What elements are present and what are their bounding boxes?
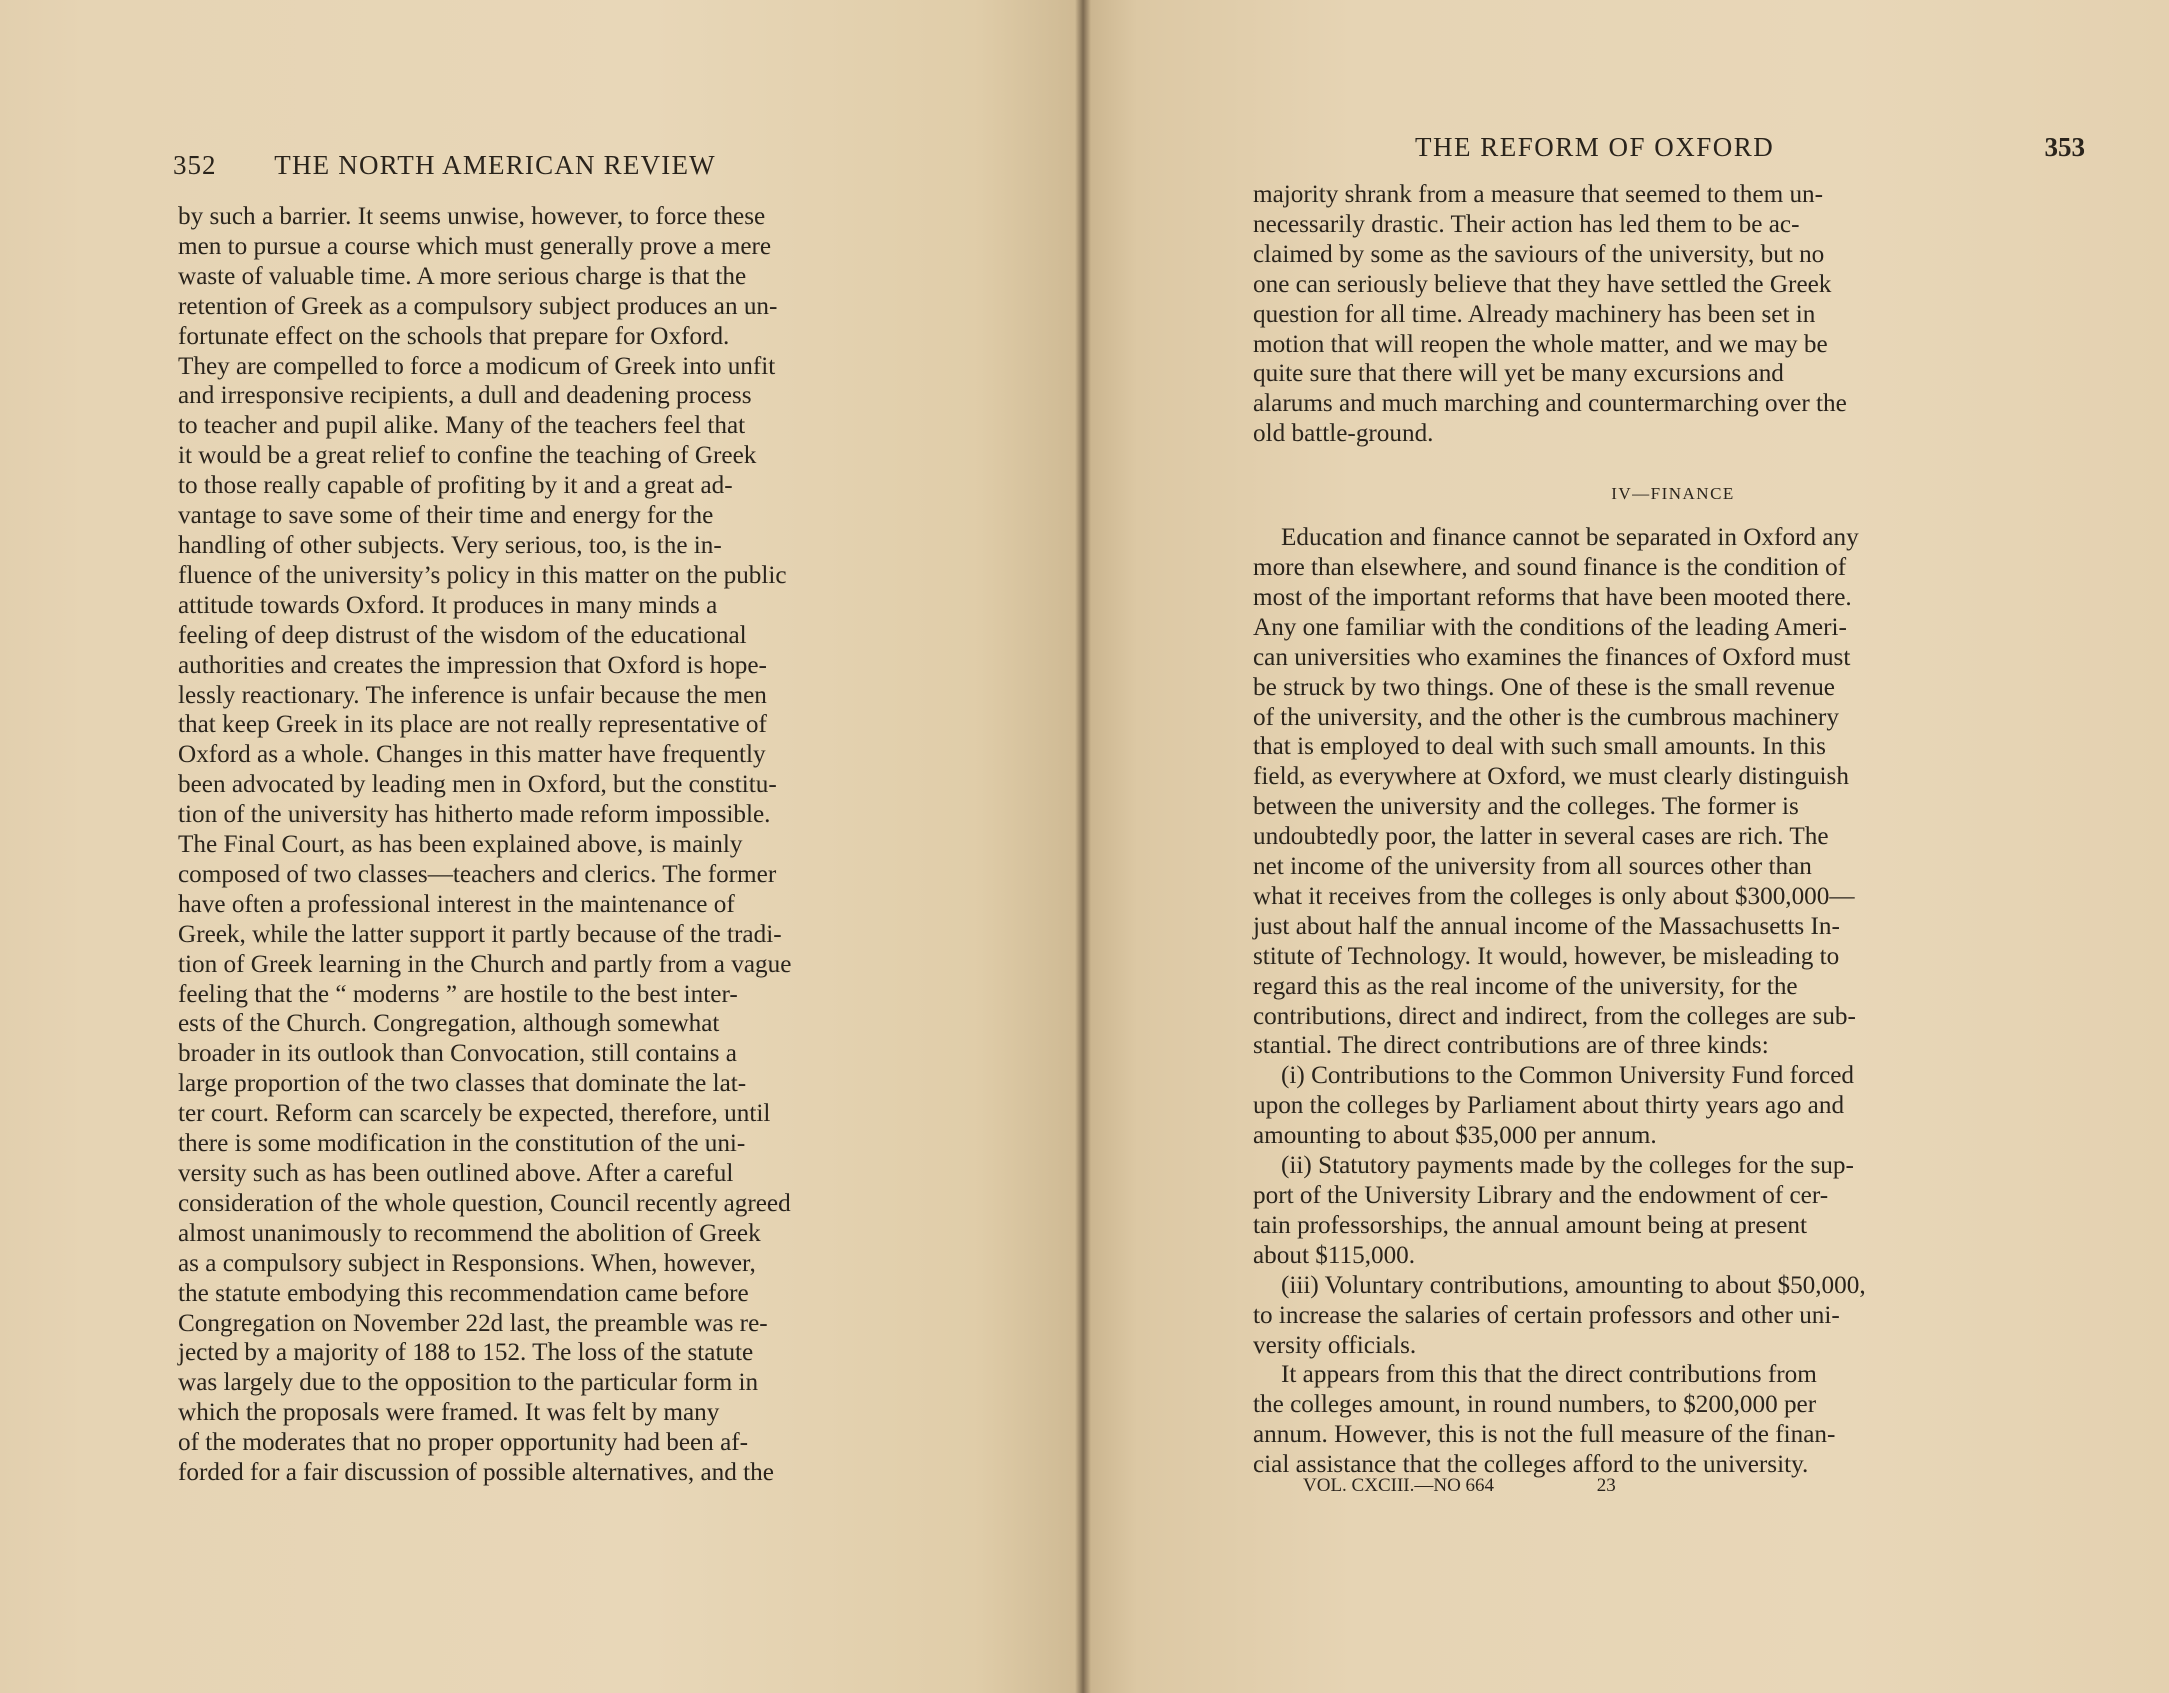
text-line: majority shrank from a measure that seemed to them un-: [1253, 181, 1824, 208]
text-line: the statute embodying this recommendation came before: [178, 1279, 749, 1307]
left-page-body: [178, 202, 930, 1488]
left-page-header: [173, 150, 716, 181]
text-line: as a compulsory subject in Responsions. When, however,: [178, 1249, 756, 1277]
text-line: retention of Greek as a compulsory subject produces an un-: [178, 292, 778, 320]
text-line: motion that will reopen the whole matter, and we may be: [1253, 330, 1828, 358]
text-line: of the moderates that no proper opportunity had been af-: [178, 1429, 749, 1457]
text-line: was largely due to the opposition to the particular form in: [178, 1369, 759, 1397]
text-line: almost unanimously to recommend the abolition of Greek: [178, 1219, 761, 1247]
text-line: men to pursue a course which must generally prove a mere: [178, 232, 772, 260]
text-line: fluence of the university’s policy in this matter on the public: [178, 561, 787, 589]
text-line: field, as everywhere at Oxford, we must clearly distinguish: [1253, 763, 1849, 791]
text-line: They are compelled to force a modicum of Greek into unfit: [178, 352, 776, 380]
book-gutter: [1075, 0, 1091, 1693]
text-line: Education and finance cannot be separated in Oxford any: [1281, 524, 1859, 552]
text-line: to increase the salaries of certain professors and other uni-: [1253, 1301, 1840, 1329]
text-line: (ii) Statutory payments made by the colleges for the sup-: [1281, 1152, 1854, 1180]
text-line: most of the important reforms that have been mooted there.: [1253, 583, 1852, 611]
right-page-number: 353: [2044, 132, 2085, 162]
text-line: one can seriously believe that they have settled the Greek: [1253, 270, 1832, 298]
text-line: fortunate effect on the schools that prepare for Oxford.: [178, 322, 730, 350]
text-line: feeling of deep distrust of the wisdom of the educational: [178, 621, 747, 649]
text-line: just about half the annual income of the Massachusetts In-: [1253, 912, 1840, 940]
text-line: ter court. Reform can scarcely be expected, therefore, until: [178, 1100, 771, 1128]
text-line: more than elsewhere, and sound finance is the condition of: [1253, 553, 1847, 581]
right-page: [1083, 0, 2169, 1693]
text-line: quite sure that there will yet be many excursions and: [1253, 360, 1784, 388]
text-line: been advocated by leading men in Oxford, but the constitu-: [178, 771, 777, 799]
right-running-title: THE REFORM OF OXFORD: [1415, 132, 1775, 162]
text-line: lessly reactionary. The inference is unfair because the men: [178, 681, 767, 709]
text-line: stitute of Technology. It would, however, be misleading to: [1253, 942, 1840, 970]
text-line: contributions, direct and indirect, from the colleges are sub-: [1253, 1002, 1856, 1030]
text-line: the colleges amount, in round numbers, to $200,000 per: [1253, 1391, 1817, 1419]
text-line: there is some modification in the constitution of the uni-: [178, 1130, 746, 1158]
text-line: it would be a great relief to confine the teaching of Greek: [178, 442, 757, 470]
text-line: (i) Contributions to the Common University Fund forced: [1281, 1062, 1854, 1090]
text-line: alarums and much marching and countermarching over the: [1253, 390, 1847, 418]
text-line: which the proposals were framed. It was felt by many: [178, 1399, 720, 1427]
text-line: have often a professional interest in the maintenance of: [178, 890, 735, 918]
text-line: vantage to save some of their time and energy for the: [178, 502, 714, 530]
text-line: Oxford as a whole. Changes in this matter have frequently: [178, 741, 766, 769]
text-line: attitude towards Oxford. It produces in many minds a: [178, 591, 718, 619]
text-line: Congregation on November 22d last, the preamble was re-: [178, 1309, 768, 1337]
text-line: versity such as has been outlined above. After a careful: [178, 1160, 734, 1187]
text-line: authorities and creates the impression that Oxford is hope-: [178, 651, 767, 679]
text-line: that is employed to deal with such small amounts. In this: [1253, 733, 1826, 761]
text-line: that keep Greek in its place are not really representative of: [178, 711, 767, 739]
text-line: and irresponsive recipients, a dull and deadening process: [178, 382, 752, 410]
text-line: jected by a majority of 188 to 152. The loss of the statute: [178, 1339, 754, 1367]
text-line: versity officials.: [1253, 1331, 1417, 1359]
right-page-body: [1253, 180, 2093, 1480]
text-line: undoubtedly poor, the latter in several cases are rich. The: [1253, 823, 1829, 851]
text-line: between the university and the colleges. The former is: [1253, 793, 1799, 821]
text-line: regard this as the real income of the university, for the: [1253, 972, 1798, 1000]
page-footer: [1303, 1475, 1616, 1497]
text-line: stantial. The direct contributions are of three kinds:: [1253, 1032, 1769, 1060]
text-line: necessarily drastic. Their action has led them to be ac-: [1253, 210, 1800, 238]
signature-mark: 23: [1596, 1475, 1616, 1496]
right-body-after-section: [1253, 523, 2093, 1480]
text-line: consideration of the whole question, Council recently agreed: [178, 1189, 791, 1217]
text-line: to those really capable of profiting by it and a great ad-: [178, 472, 733, 500]
text-line: Any one familiar with the conditions of the leading Ameri-: [1253, 613, 1847, 641]
text-line: broader in its outlook than Convocation, still contains a: [178, 1040, 737, 1068]
left-page: [0, 0, 1083, 1693]
left-running-title: THE NORTH AMERICAN REVIEW: [274, 150, 716, 180]
text-line: feeling that the “ moderns ” are hostile to the best inter-: [178, 980, 738, 1008]
text-line: to teacher and pupil alike. Many of the teachers feel that: [178, 412, 746, 440]
text-line: annum. However, this is not the full measure of the finan-: [1253, 1421, 1836, 1449]
text-line: tion of the university has hitherto made reform impossible.: [178, 801, 771, 829]
text-line: ests of the Church. Congregation, although somewhat: [178, 1010, 720, 1038]
text-line: about $115,000.: [1253, 1241, 1416, 1269]
text-line: large proportion of the two classes that dominate the lat-: [178, 1070, 747, 1098]
text-line: port of the University Library and the endowment of cer-: [1253, 1182, 1829, 1209]
text-line: tain professorships, the annual amount being at present: [1253, 1211, 1807, 1239]
text-line: upon the colleges by Parliament about thirty years ago and: [1253, 1092, 1845, 1120]
text-line: waste of valuable time. A more serious charge is that the: [178, 262, 747, 290]
text-line: net income of the university from all sources other than: [1253, 853, 1812, 881]
text-line: what it receives from the colleges is only about $300,000—: [1253, 882, 1855, 910]
volume-number: VOL. CXCIII.—NO 664: [1303, 1475, 1495, 1496]
text-line: claimed by some as the saviours of the university, but no: [1253, 240, 1825, 268]
text-line: It appears from this that the direct contributions from: [1281, 1361, 1817, 1389]
text-line: cial assistance that the colleges afford to the university.: [1253, 1451, 1809, 1479]
text-line: forded for a fair discussion of possible alternatives, and the: [178, 1459, 774, 1487]
text-line: composed of two classes—teachers and clerics. The former: [178, 860, 777, 888]
left-page-number: 352: [173, 150, 217, 180]
text-line: amounting to about $35,000 per annum.: [1253, 1122, 1657, 1150]
text-line: (iii) Voluntary contributions, amounting to about $50,000,: [1281, 1271, 1866, 1299]
text-line: by such a barrier. It seems unwise, however, to force these: [178, 203, 766, 230]
text-line: of the university, and the other is the cumbrous machinery: [1253, 703, 1839, 731]
text-line: can universities who examines the finances of Oxford must: [1253, 643, 1851, 671]
text-line: Greek, while the latter support it partly because of the tradi-: [178, 920, 782, 948]
text-line: question for all time. Already machinery has been set in: [1253, 300, 1816, 328]
section-title-finance: IV—FINANCE: [1611, 484, 1735, 504]
text-line: tion of Greek learning in the Church and partly from a vague: [178, 950, 792, 978]
text-line: old battle-ground.: [1253, 420, 1434, 448]
right-page-header: [1415, 132, 2085, 163]
text-line: be struck by two things. One of these is the small revenue: [1253, 673, 1835, 701]
right-body-before-section: [1253, 180, 2093, 449]
text-line: handling of other subjects. Very serious, too, is the in-: [178, 531, 722, 559]
text-line: The Final Court, as has been explained above, is mainly: [178, 831, 743, 859]
